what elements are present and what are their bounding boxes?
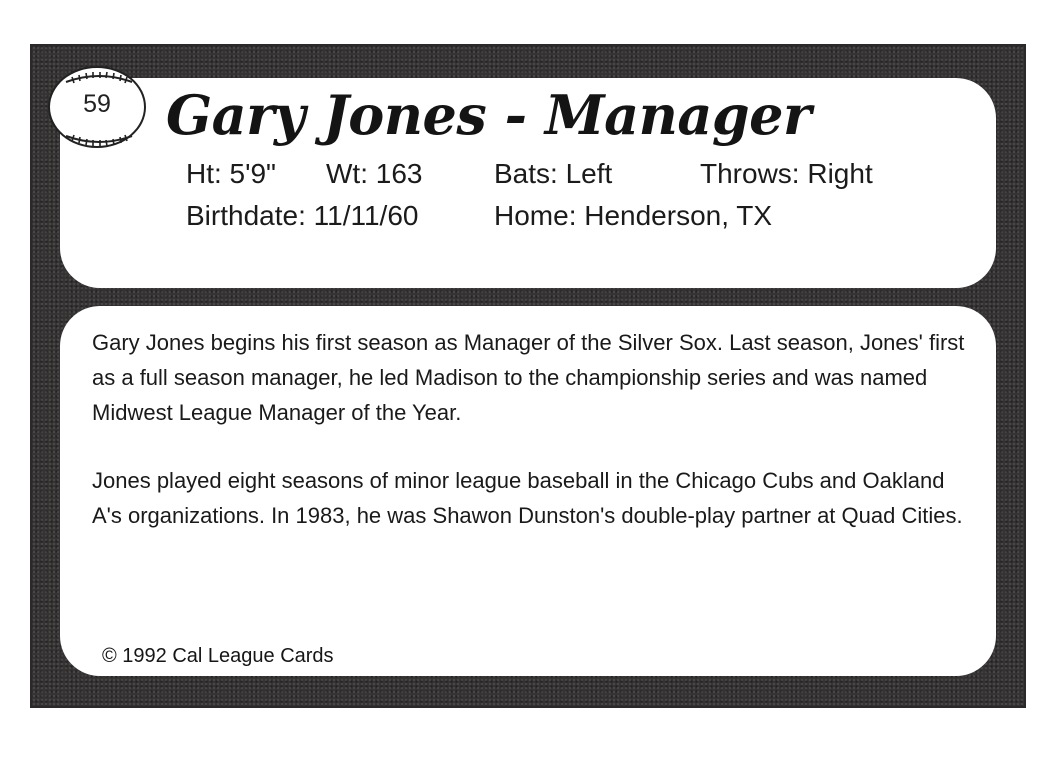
stat-weight: Wt: 163 xyxy=(326,158,423,189)
bio-paragraph: Gary Jones begins his first season as Manager of the Silver Sox. Last season, Jones' first as a full season manager, he led Madison to the championship series and was named Midwest League Manager of the Year. xyxy=(92,330,965,425)
stat-bats: Bats: Left xyxy=(494,158,613,189)
baseball-icon xyxy=(48,66,146,148)
stat-home: Home: Henderson, TX xyxy=(494,200,773,231)
copyright-notice: © 1992 Cal League Cards xyxy=(102,645,334,667)
stat-birthdate: Birthdate: 11/11/60 xyxy=(186,200,419,231)
stat-throws: Throws: Right xyxy=(700,158,873,189)
card-number: 59 xyxy=(83,90,111,118)
bio-text xyxy=(92,325,972,566)
card-title: Gary Jones - Manager xyxy=(166,83,811,147)
bio-paragraph: Jones played eight seasons of minor league baseball in the Chicago Cubs and Oakland A's organizations. In 1983, he was Shawon Dunston's double-play partner at Quad Cities. xyxy=(92,468,963,528)
stat-height: Ht: 5'9" xyxy=(186,158,276,189)
